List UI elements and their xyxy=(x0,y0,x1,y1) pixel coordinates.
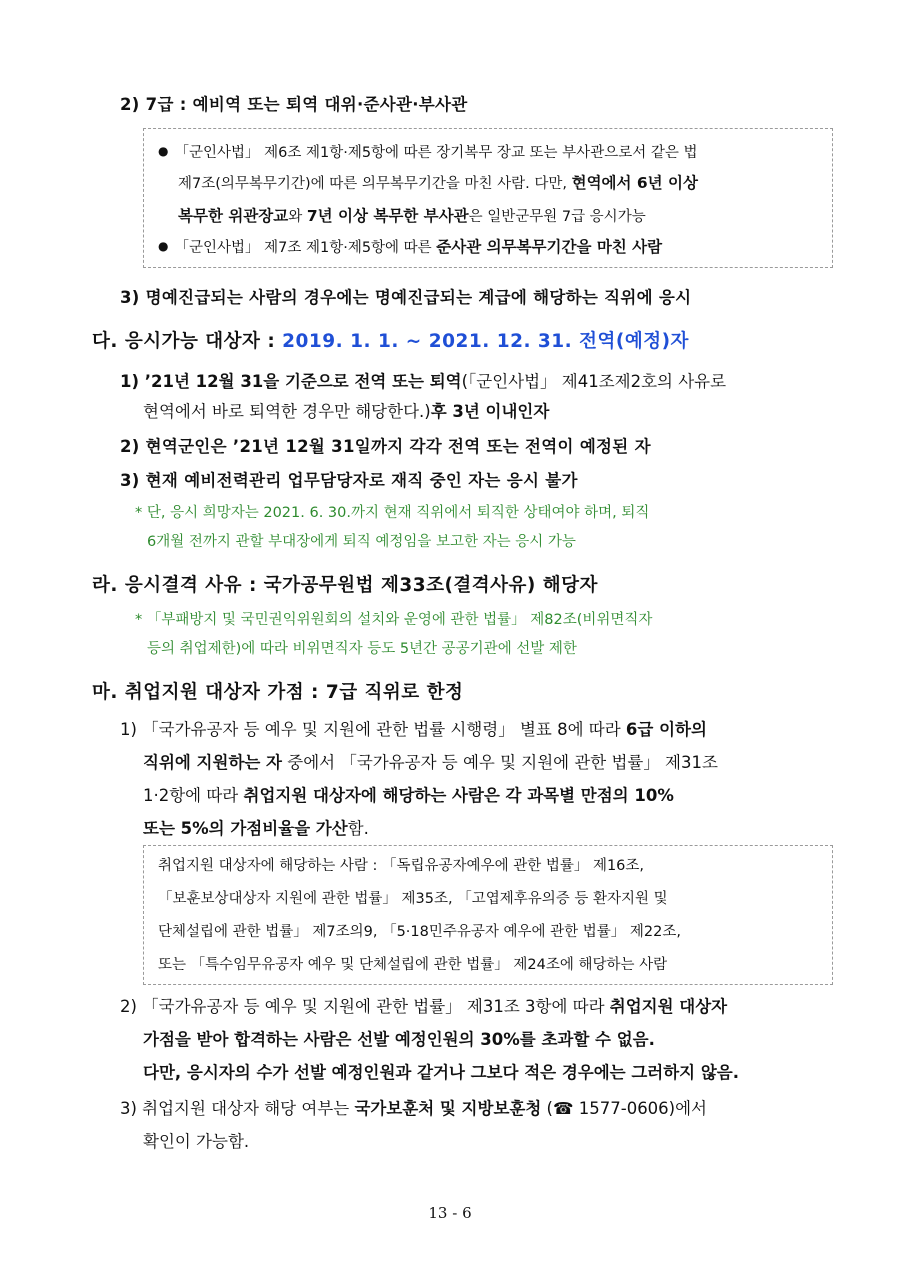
ma-p1-text-4a: 또는 5%의 가점비율을 가산 xyxy=(143,819,348,838)
page-number: 13 - 6 xyxy=(428,1204,472,1222)
bullet-icon: ● xyxy=(158,144,169,158)
ma-p1-text-2b: 중에서 「국가유공자 등 예우 및 지원에 관한 법률」 제31조 xyxy=(282,753,718,772)
box1-line-1 xyxy=(158,140,697,164)
ra-note-line-1: * 「부패방지 및 국민권익위원회의 설치와 운영에 관한 법률」 제82조(비위면직자 xyxy=(135,612,653,628)
da-note-line-2: 6개월 전까지 관할 부대장에게 퇴직 예정임을 보고한 자는 응시 가능 xyxy=(147,534,576,550)
bullet-icon: ● xyxy=(158,239,169,253)
da-item-3: 3) 현재 예비전력관리 업무담당자로 재직 중인 자는 응시 불가 xyxy=(120,471,578,490)
box1-text-4b: 준사관 의무복무기간을 마친 사람 xyxy=(436,238,663,256)
section-2-heading: 2) 7급 : 예비역 또는 퇴역 대위·준사관·부사관 xyxy=(120,95,468,114)
ma-p1-text-4b: 함. xyxy=(347,819,369,838)
ma-p1-line-4 xyxy=(143,818,369,840)
ma-p1-text-1a: 1) 「국가유공자 등 예우 및 지원에 관한 법률 시행령」 별표 8에 따라 xyxy=(120,720,626,739)
ma-p1-text-3b: 취업지원 대상자에 해당하는 사람은 각 과목별 만점의 10% xyxy=(243,786,674,805)
box1-line-3 xyxy=(178,205,646,228)
da-note-line-1: * 단, 응시 희망자는 2021. 6. 30.까지 현재 직위에서 퇴직한 상태여야 하며, 퇴직 xyxy=(135,505,650,521)
ma-p1-line-2 xyxy=(143,752,718,774)
ma-p2-line-3: 다만, 응시자의 수가 선발 예정인원과 같거나 그보다 적은 경우에는 그러하지 않음. xyxy=(143,1063,739,1082)
ma-p1-text-3a: 1·2항에 따라 xyxy=(143,786,244,805)
ma-p2-line-1 xyxy=(120,996,727,1018)
ma-p1-line-3 xyxy=(143,785,674,807)
box1-text-1: 「군인사법」 제6조 제1항·제5항에 따른 장기복무 장교 또는 부사관으로서 같은 법 xyxy=(174,145,698,161)
box1-line-4 xyxy=(158,235,662,259)
ma-p3-line-2: 확인이 가능함. xyxy=(143,1132,250,1151)
ma-p3-text-1b: 국가보훈처 및 지방보훈청 xyxy=(354,1099,542,1118)
da-item-1-paren-end: 현역에서 바로 퇴역한 경우만 해당한다.) xyxy=(143,402,431,421)
da-item-1-line-1 xyxy=(120,371,726,393)
ma-p3-line-1 xyxy=(120,1098,707,1120)
box2-line-1: 취업지원 대상자에 해당하는 사람 : 「독립유공자예우에 관한 법률」 제16조, xyxy=(158,858,645,874)
ra-note-line-2: 등의 취업제한)에 따라 비위면직자 등도 5년간 공공기관에 선발 제한 xyxy=(147,641,577,657)
section-ma-title: 마. 취업지원 대상자 가점 : 7급 직위로 한정 xyxy=(92,682,464,703)
box1-text-3a: 복무한 위관장교 xyxy=(178,207,289,225)
section-ra-title: 라. 응시결격 사유 : 국가공무원법 제33조(결격사유) 해당자 xyxy=(92,575,598,596)
ma-p2-text-1b: 취업지원 대상자 xyxy=(609,997,728,1016)
ma-p2-text-1a: 2) 「국가유공자 등 예우 및 지원에 관한 법률」 제31조 3항에 따라 xyxy=(120,997,610,1016)
ma-p1-text-2a: 직위에 지원하는 자 xyxy=(143,753,283,772)
da-item-1-tail: 후 3년 이내인자 xyxy=(430,402,550,421)
ma-p2-line-2: 가점을 받아 합격하는 사람은 선발 예정인원의 30%를 초과할 수 없음. xyxy=(143,1030,655,1049)
box2-line-4: 또는 「특수임무유공자 예우 및 단체설립에 관한 법률」 제24조에 해당하는 사람 xyxy=(158,957,668,973)
section-da-date-range: 2019. 1. 1. ~ 2021. 12. 31. 전역(예정)자 xyxy=(282,331,689,352)
box1-text-3d: 은 일반군무원 7급 응시가능 xyxy=(468,209,646,225)
box2-line-3: 단체설립에 관한 법률」 제7조의9, 「5·18민주유공자 예우에 관한 법률」 제22조, xyxy=(158,924,681,940)
ma-p1-text-1b: 6급 이하의 xyxy=(625,720,707,739)
da-item-1-bold: 1) ’21년 12월 31을 기준으로 전역 또는 퇴역 xyxy=(120,372,462,391)
ma-p3-text-1a: 3) 취업지원 대상자 해당 여부는 xyxy=(120,1099,355,1118)
box1-text-3b: 와 xyxy=(288,209,307,225)
ma-p1-line-1 xyxy=(120,719,707,741)
section-da-title xyxy=(92,331,689,353)
da-item-1-line-2 xyxy=(143,401,549,423)
box1-text-4a: 「군인사법」 제7조 제1항·제5항에 따른 xyxy=(174,240,437,256)
box2-line-2: 「보훈보상대상자 지원에 관한 법률」 제35조, 「고엽제후유의증 등 환자지원 및 xyxy=(158,891,668,907)
box1-text-3c: 7년 이상 복무한 부사관 xyxy=(306,207,469,225)
section-da-title-label: 다. 응시가능 대상자 : xyxy=(92,331,283,352)
da-item-2: 2) 현역군인은 ’21년 12월 31일까지 각각 전역 또는 전역이 예정된 자 xyxy=(120,437,651,456)
ma-p3-text-1c: (☎ 1577-0606)에서 xyxy=(541,1099,707,1118)
box1-text-2b: 현역에서 6년 이상 xyxy=(571,174,698,192)
da-item-1-paren: (「군인사법」 제41조제2호의 사유로 xyxy=(461,372,727,391)
box1-text-2a: 제7조(의무복무기간)에 따른 의무복무기간을 마친 사람. 다만, xyxy=(178,176,572,192)
box1-line-2 xyxy=(178,172,698,195)
section-3-heading: 3) 명예진급되는 사람의 경우에는 명예진급되는 계급에 해당하는 직위에 응시 xyxy=(120,288,692,307)
